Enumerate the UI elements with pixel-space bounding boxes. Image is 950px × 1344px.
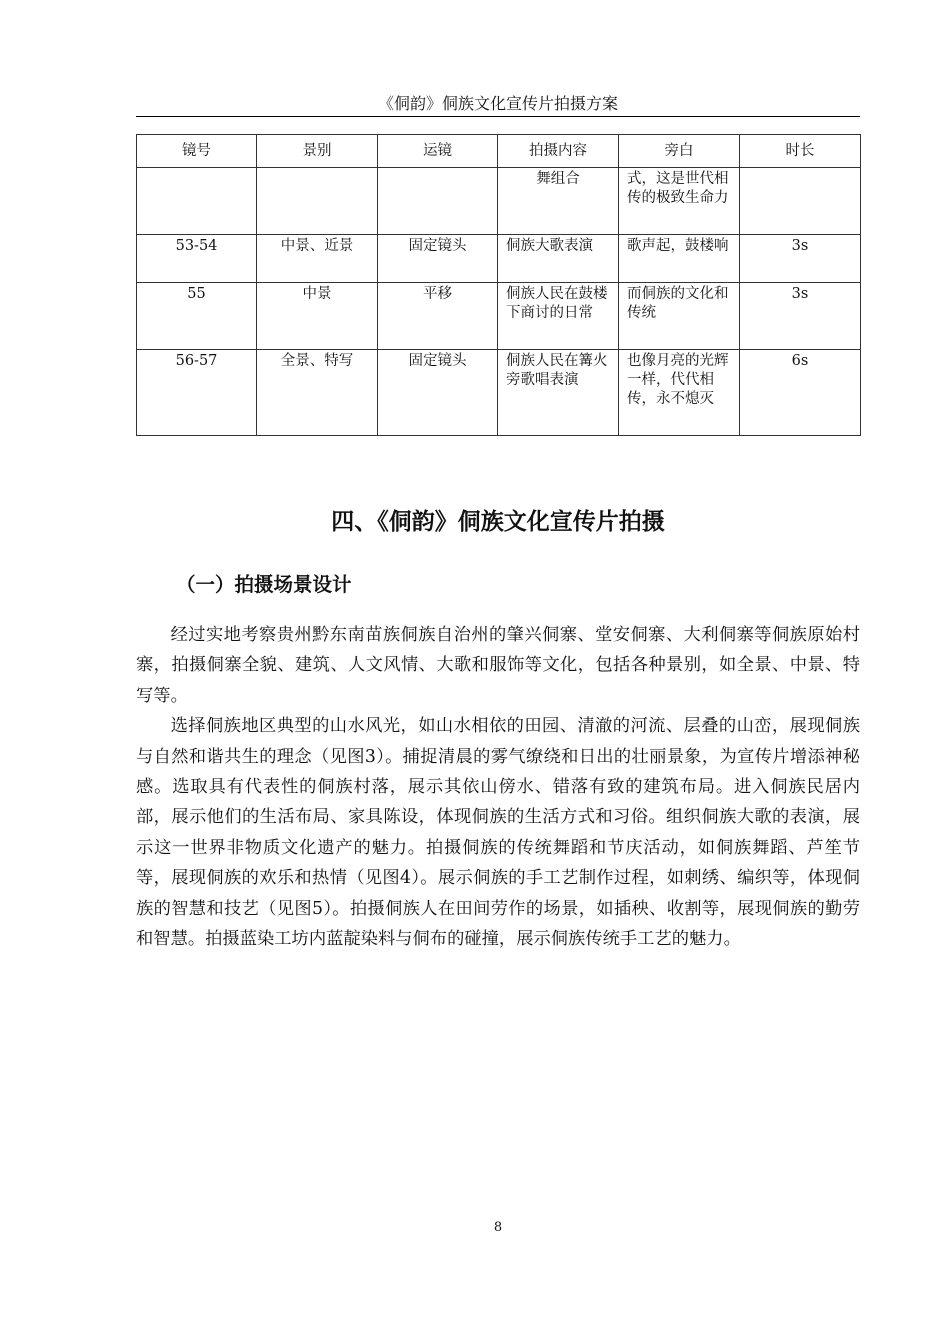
column-header-shot-size: 景别 — [257, 135, 378, 168]
table-row — [137, 350, 861, 436]
column-header-camera-movement: 运镜 — [378, 135, 498, 168]
table-cell: 中景、近景 — [257, 235, 378, 283]
table-cell: 舞组合 — [498, 168, 619, 235]
table-cell: 53-54 — [137, 235, 257, 283]
paragraph: 经过实地考察贵州黔东南苗族侗族自治州的肇兴侗寨、堂安侗寨、大利侗寨等侗族原始村寨，拍摄侗寨全貌、建筑、人文风情、大歌和服饰等文化，包括各种景别，如全景、中景、特写等。 — [136, 625, 860, 706]
table-cell: 固定镜头 — [378, 235, 498, 283]
paragraph: 选择侗族地区典型的山水风光，如山水相依的田园、清澈的河流、层叠的山峦，展现侗族与自然和谐共生的理念（见图3）。捕捉清晨的雾气缭绕和日出的壮丽景象，为宣传片增添神秘感。选取具有代表性的侗族村落，展示其依山傍水、错落有致的建筑布局。进入侗族民居内部，展示他们的生活布局、家具陈设，体现侗族的生活方式和习俗。组织侗族大歌的表演，展示这一世界非物质文化遗产的魅力。拍摄侗族的传统舞蹈和节庆活动，如侗族舞蹈、芦笙节等，展现侗族的欢乐和热情（见图4）。展示侗族的手工艺制作过程，如刺绣、编织等，体现侗族的智慧和技艺（见图5）。拍摄侗族人在田间劳作的场景，如插秧、收割等，展现侗族的勤劳和智慧。拍摄蓝染工坊内蓝靛染料与侗布的碰撞，展示侗族传统手工艺的魅力。 — [136, 716, 860, 950]
column-header-narration: 旁白 — [619, 135, 740, 168]
table-cell: 侗族人民在篝火旁歌唱表演 — [498, 350, 619, 436]
table-cell: 也像月亮的光辉一样，代代相传，永不熄灭 — [619, 350, 740, 436]
body-text — [136, 620, 860, 954]
table-row — [137, 168, 861, 235]
page-header: 《侗韵》侗族文化宣传片拍摄方案 — [377, 94, 618, 113]
table-cell: 固定镜头 — [378, 350, 498, 436]
table-cell — [740, 168, 861, 235]
section-heading: 四、《侗韵》侗族文化宣传片拍摄 — [331, 509, 665, 535]
page-number: 8 — [493, 1220, 503, 1235]
table-cell: 歌声起，鼓楼响 — [619, 235, 740, 283]
table-cell: 侗族大歌表演 — [498, 235, 619, 283]
table-cell: 平移 — [378, 283, 498, 350]
table-row — [137, 283, 861, 350]
shot-list-table — [136, 134, 861, 436]
column-header-shot-number: 镜号 — [137, 135, 257, 168]
table-cell — [257, 168, 378, 235]
table-row — [137, 235, 861, 283]
table-cell: 3s — [740, 283, 861, 350]
table-cell — [378, 168, 498, 235]
table-cell: 6s — [740, 350, 861, 436]
table-cell: 式，这是世代相传的极致生命力 — [619, 168, 740, 235]
table-cell — [137, 168, 257, 235]
table-cell: 全景、特写 — [257, 350, 378, 436]
table-cell: 55 — [137, 283, 257, 350]
table-cell: 而侗族的文化和传统 — [619, 283, 740, 350]
column-header-content: 拍摄内容 — [498, 135, 619, 168]
table-header-row — [137, 135, 861, 168]
column-header-duration: 时长 — [740, 135, 861, 168]
table-cell: 3s — [740, 235, 861, 283]
header-divider — [136, 116, 860, 117]
table-cell: 侗族人民在鼓楼下商讨的日常 — [498, 283, 619, 350]
table-cell: 中景 — [257, 283, 378, 350]
subsection-heading: （一）拍摄场景设计 — [176, 573, 352, 596]
table-cell: 56-57 — [137, 350, 257, 436]
